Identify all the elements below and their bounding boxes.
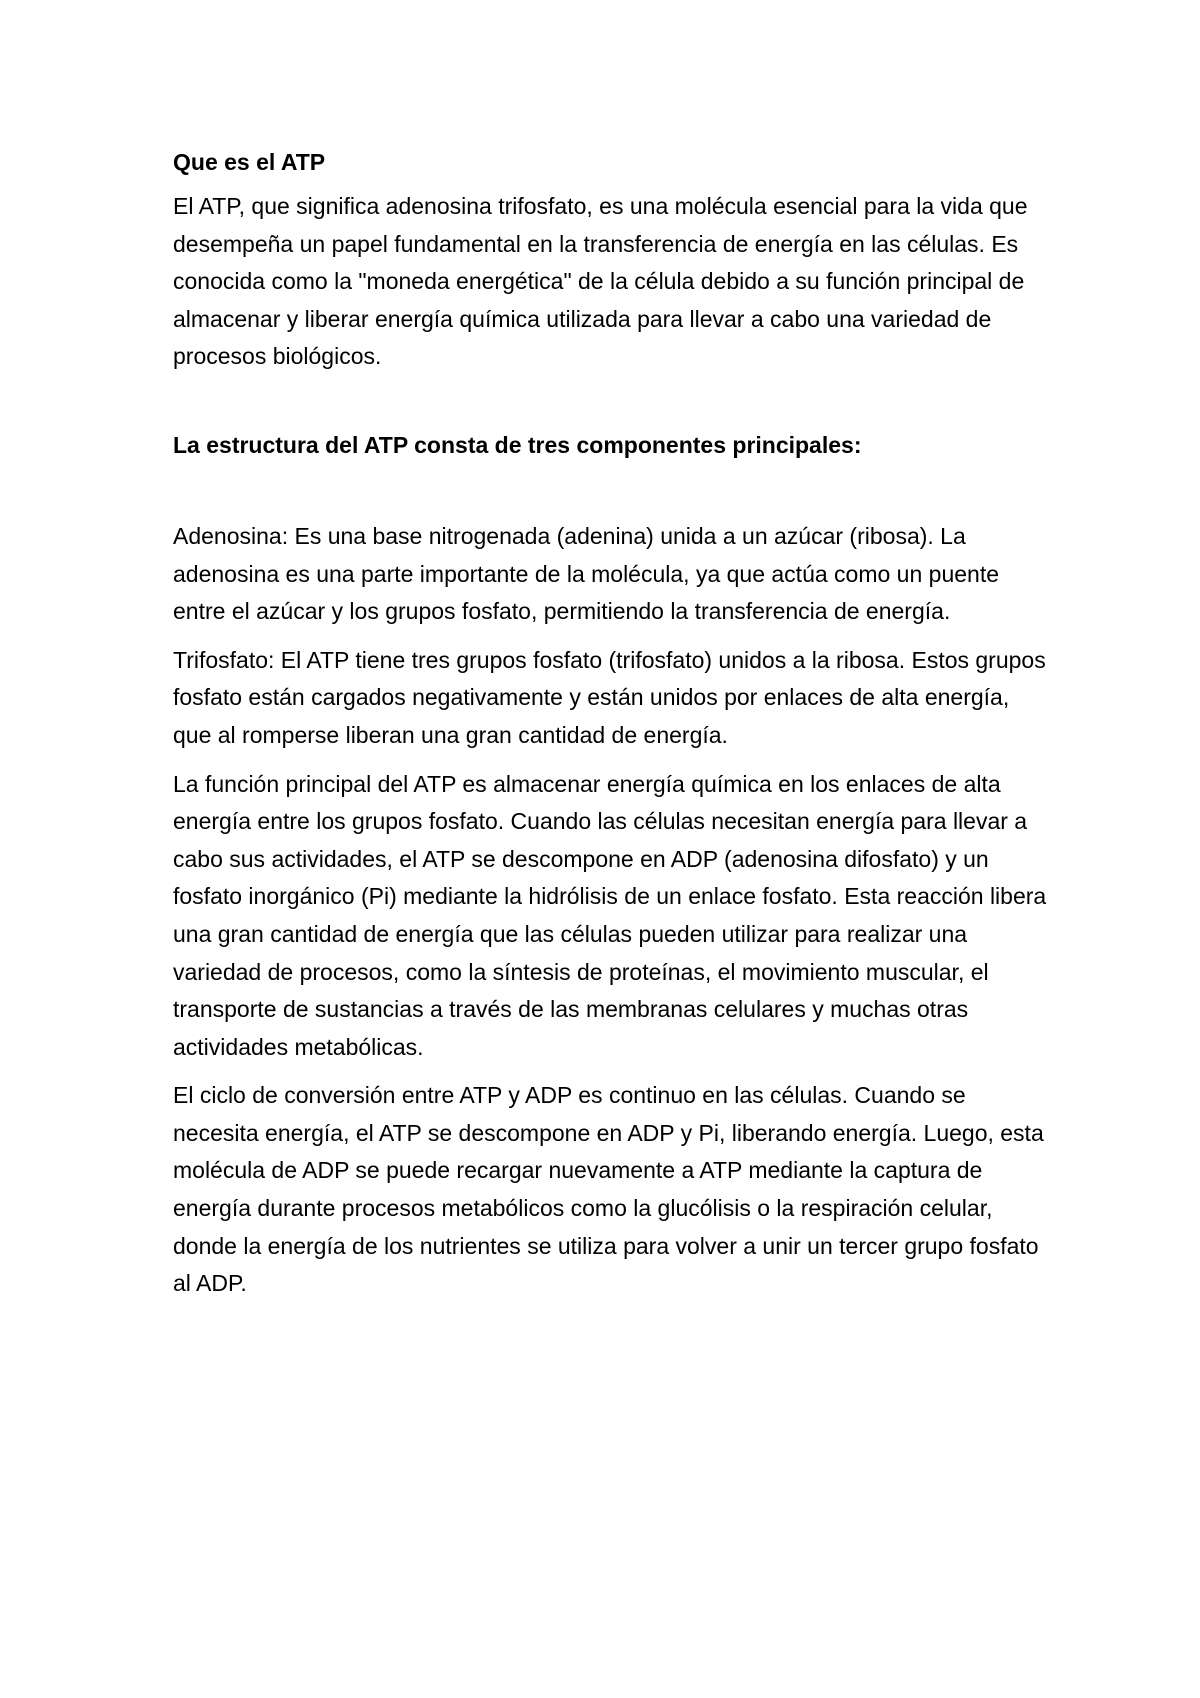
ciclo-paragraph: El ciclo de conversión entre ATP y ADP es continuo en las células. Cuando se necesita energía, el ATP se descompone en ADP y Pi, liberando energía. Luego, esta molécula de ADP se puede recargar nuevamente a ATP mediante la captura de energía durante procesos metabólicos como la glucólisis o la respiración celular, donde la energía de los nutrientes se utiliza para volver a unir un tercer grupo fosfato al ADP. — [173, 1082, 1044, 1297]
funcion-paragraph: La función principal del ATP es almacenar energía química en los enlaces de alta energía entre los grupos fosfato. Cuando las células necesitan energía para llevar a cabo sus actividades, el ATP se descompone en ADP (adenosina difosfato) y un fosfato inorgánico (Pi) mediante la hidrólisis de un enlace fosfato. Esta reacción libera una gran cantidad de energía que las células pueden utilizar para realizar una variedad de procesos, como la síntesis de proteínas, el movimiento muscular, el transporte de sustancias a través de las membranas celulares y muchas otras actividades metabólicas. — [173, 770, 1047, 1060]
document-title: Que es el ATP — [173, 149, 326, 175]
document-body — [173, 146, 1053, 1314]
structure-heading: La estructura del ATP consta de tres componentes principales: — [173, 431, 862, 458]
adenosina-paragraph: Adenosina: Es una base nitrogenada (adenina) unida a un azúcar (ribosa). La adenosina es una parte importante de la molécula, ya que actúa como un puente entre el azúcar y los grupos fosfato, permitiendo la transferencia de energía. — [173, 522, 1000, 625]
trifosfato-paragraph: Trifosfato: El ATP tiene tres grupos fosfato (trifosfato) unidos a la ribosa. Estos grupos fosfato están cargados negativamente y están unidos por enlaces de alta energía, que al romperse liberan una gran cantidad de energía. — [173, 646, 1046, 748]
intro-paragraph: El ATP, que significa adenosina trifosfato, es una molécula esencial para la vida que desempeña un papel fundamental en la transferencia de energía en las células. Es conocida como la "moneda energética" de la célula debido a su función principal de almacenar y liberar energía química utilizada para llevar a cabo una variedad de procesos biológicos. — [173, 193, 1028, 370]
